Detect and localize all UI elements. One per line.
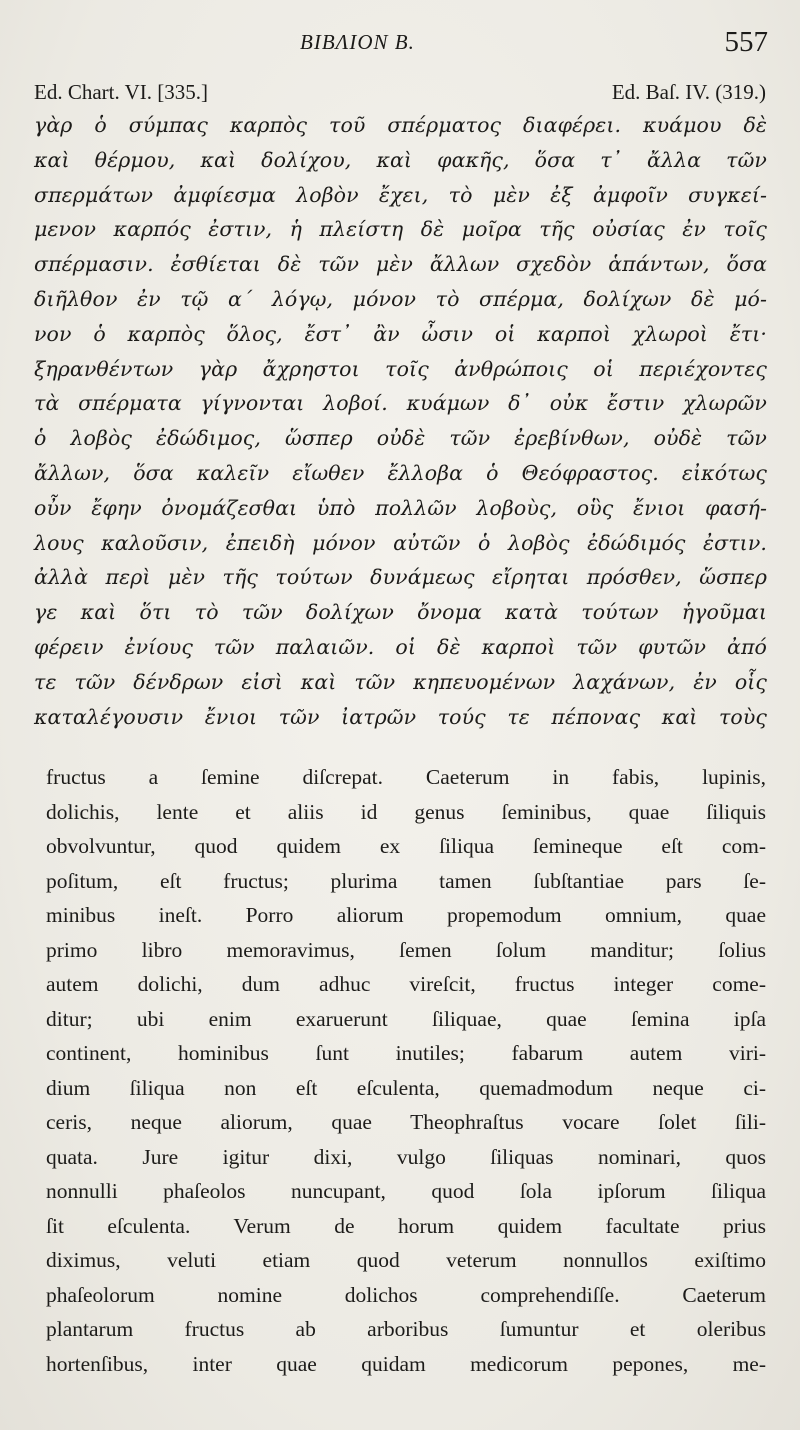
greek-line: λους καλοῦσιν, ἐπειδὴ μόνον αὐτῶν ὁ λοβὸς ἐδώδιμός ἐστιν. [34, 530, 767, 555]
latin-line: nonnulli phaſeolos nuncupant, quod ſola ipſorum ſiliqua [46, 1179, 766, 1203]
latin-line: ditur; ubi enim exaruerunt ſiliquae, quae ſemina ipſa [46, 1006, 766, 1031]
greek-line: τε τῶν δένδρων εἰσὶ καὶ τῶν κηπευομένων λαχάνων, ἐν οἷς [34, 669, 767, 694]
latin-line: autem dolichi, dum adhuc vireſcit, fructus integer come- [46, 972, 766, 996]
greek-line: ξηρανθέντων γὰρ ἄχρηστοι τοῖς ἀνθρώποις οἱ περιέχοντες [34, 356, 767, 381]
greek-line: ὁ λοβὸς ἐδώδιμος, ὥσπερ οὐδὲ τῶν ἐρεβίνθων, οὐδὲ τῶν [34, 426, 767, 451]
greek-text-block [34, 108, 767, 734]
latin-line: quata. Jure igitur dixi, vulgo ſiliquas nominari, quos [46, 1144, 766, 1169]
latin-line: hortenſibus, inter quae quidam medicorum pepones, me- [46, 1351, 766, 1376]
running-head [0, 26, 800, 66]
page-number: 557 [724, 26, 768, 58]
greek-line: οὖν ἔφην ὀνομάζεσθαι ὑπὸ πολλῶν λοβοὺς, οὓς ἔνιοι φασή- [34, 495, 767, 520]
running-title: BIBΛΙΟΝ B. [300, 30, 415, 54]
greek-line: σπέρμασιν. ἐσθίεται δὲ τῶν μὲν ἄλλων σχεδὸν ἁπάντων, ὅσα [34, 252, 767, 277]
latin-line: primo libro memoravimus, ſemen ſolum manditur; ſolius [46, 937, 766, 962]
greek-line: διῆλθον ἐν τῷ α΄ λόγῳ, μόνον τὸ σπέρμα, δολίχων δὲ μό- [34, 286, 767, 311]
greek-line: νον ὁ καρπὸς ὅλος, ἔστ᾽ ἂν ὦσιν οἱ καρποὶ χλωροὶ ἔτι· [34, 321, 767, 346]
greek-line: ἀλλὰ περὶ μὲν τῆς τούτων δυνάμεως εἴρηται πρόσθεν, ὥσπερ [34, 565, 767, 590]
latin-line: phaſeolorum nomine dolichos comprehendiſſe. Caeterum [46, 1282, 766, 1307]
greek-line: καὶ θέρμου, καὶ δολίχου, καὶ φακῆς, ὅσα τ᾽ ἄλλα τῶν [34, 147, 767, 172]
latin-line: dolichis, lente et aliis id genus ſeminibus, quae ſiliquis [46, 799, 766, 824]
edition-reference-line [34, 80, 766, 108]
latin-line: dium ſiliqua non eſt eſculenta, quemadmodum neque ci- [46, 1075, 766, 1100]
latin-line: fructus a ſemine diſcrepat. Caeterum in fabis, lupinis, [46, 765, 766, 789]
greek-line: σπερμάτων ἀμφίεσμα λοβὸν ἔχει, τὸ μὲν ἐξ ἀμφοῖν συγκεί- [34, 182, 767, 207]
latin-line: ſit eſculenta. Verum de horum quidem facultate prius [46, 1213, 766, 1238]
greek-line: καταλέγουσιν ἔνιοι τῶν ἰατρῶν τούς τε πέπονας καὶ τοὺς [34, 704, 767, 729]
latin-line: poſitum, eſt fructus; plurima tamen ſubſtantiae pars ſe- [46, 868, 766, 893]
greek-line: μενον καρπός ἐστιν, ἡ πλείστη δὲ μοῖρα τῆς οὐσίας ἐν τοῖς [34, 217, 767, 242]
edition-reference-left: Ed. Chart. VI. [335.] [34, 80, 208, 104]
latin-line: ceris, neque aliorum, quae Theophraſtus vocare ſolet ſili- [46, 1110, 766, 1134]
greek-line: τὰ σπέρματα γίγνονται λοβοί. κυάμων δ᾽ οὐκ ἔστιν χλωρῶν [34, 391, 767, 416]
latin-text-block [46, 760, 766, 1381]
greek-line: γὰρ ὁ σύμπας καρπὸς τοῦ σπέρματος διαφέρει. κυάμου δὲ [34, 113, 767, 137]
latin-line: plantarum fructus ab arboribus ſumuntur et oleribus [46, 1317, 766, 1341]
greek-line: ἄλλων, ὅσα καλεῖν εἴωθεν ἔλλοβα ὁ Θεόφραστος. εἰκότως [34, 460, 767, 485]
latin-line: obvolvuntur, quod quidem ex ſiliqua ſemineque eſt com- [46, 834, 766, 858]
greek-line: φέρειν ἐνίους τῶν παλαιῶν. οἱ δὲ καρποὶ τῶν φυτῶν ἀπό [34, 634, 767, 659]
latin-line: continent, hominibus ſunt inutiles; fabarum autem viri- [46, 1041, 766, 1065]
latin-line: diximus, veluti etiam quod veterum nonnullos exiſtimo [46, 1248, 766, 1272]
greek-line: γε καὶ ὅτι τὸ τῶν δολίχων ὄνομα κατὰ τούτων ἡγοῦμαι [34, 600, 767, 625]
edition-reference-right: Ed. Baſ. IV. (319.) [611, 80, 766, 104]
latin-line: minibus ineſt. Porro aliorum propemodum omnium, quae [46, 903, 766, 927]
